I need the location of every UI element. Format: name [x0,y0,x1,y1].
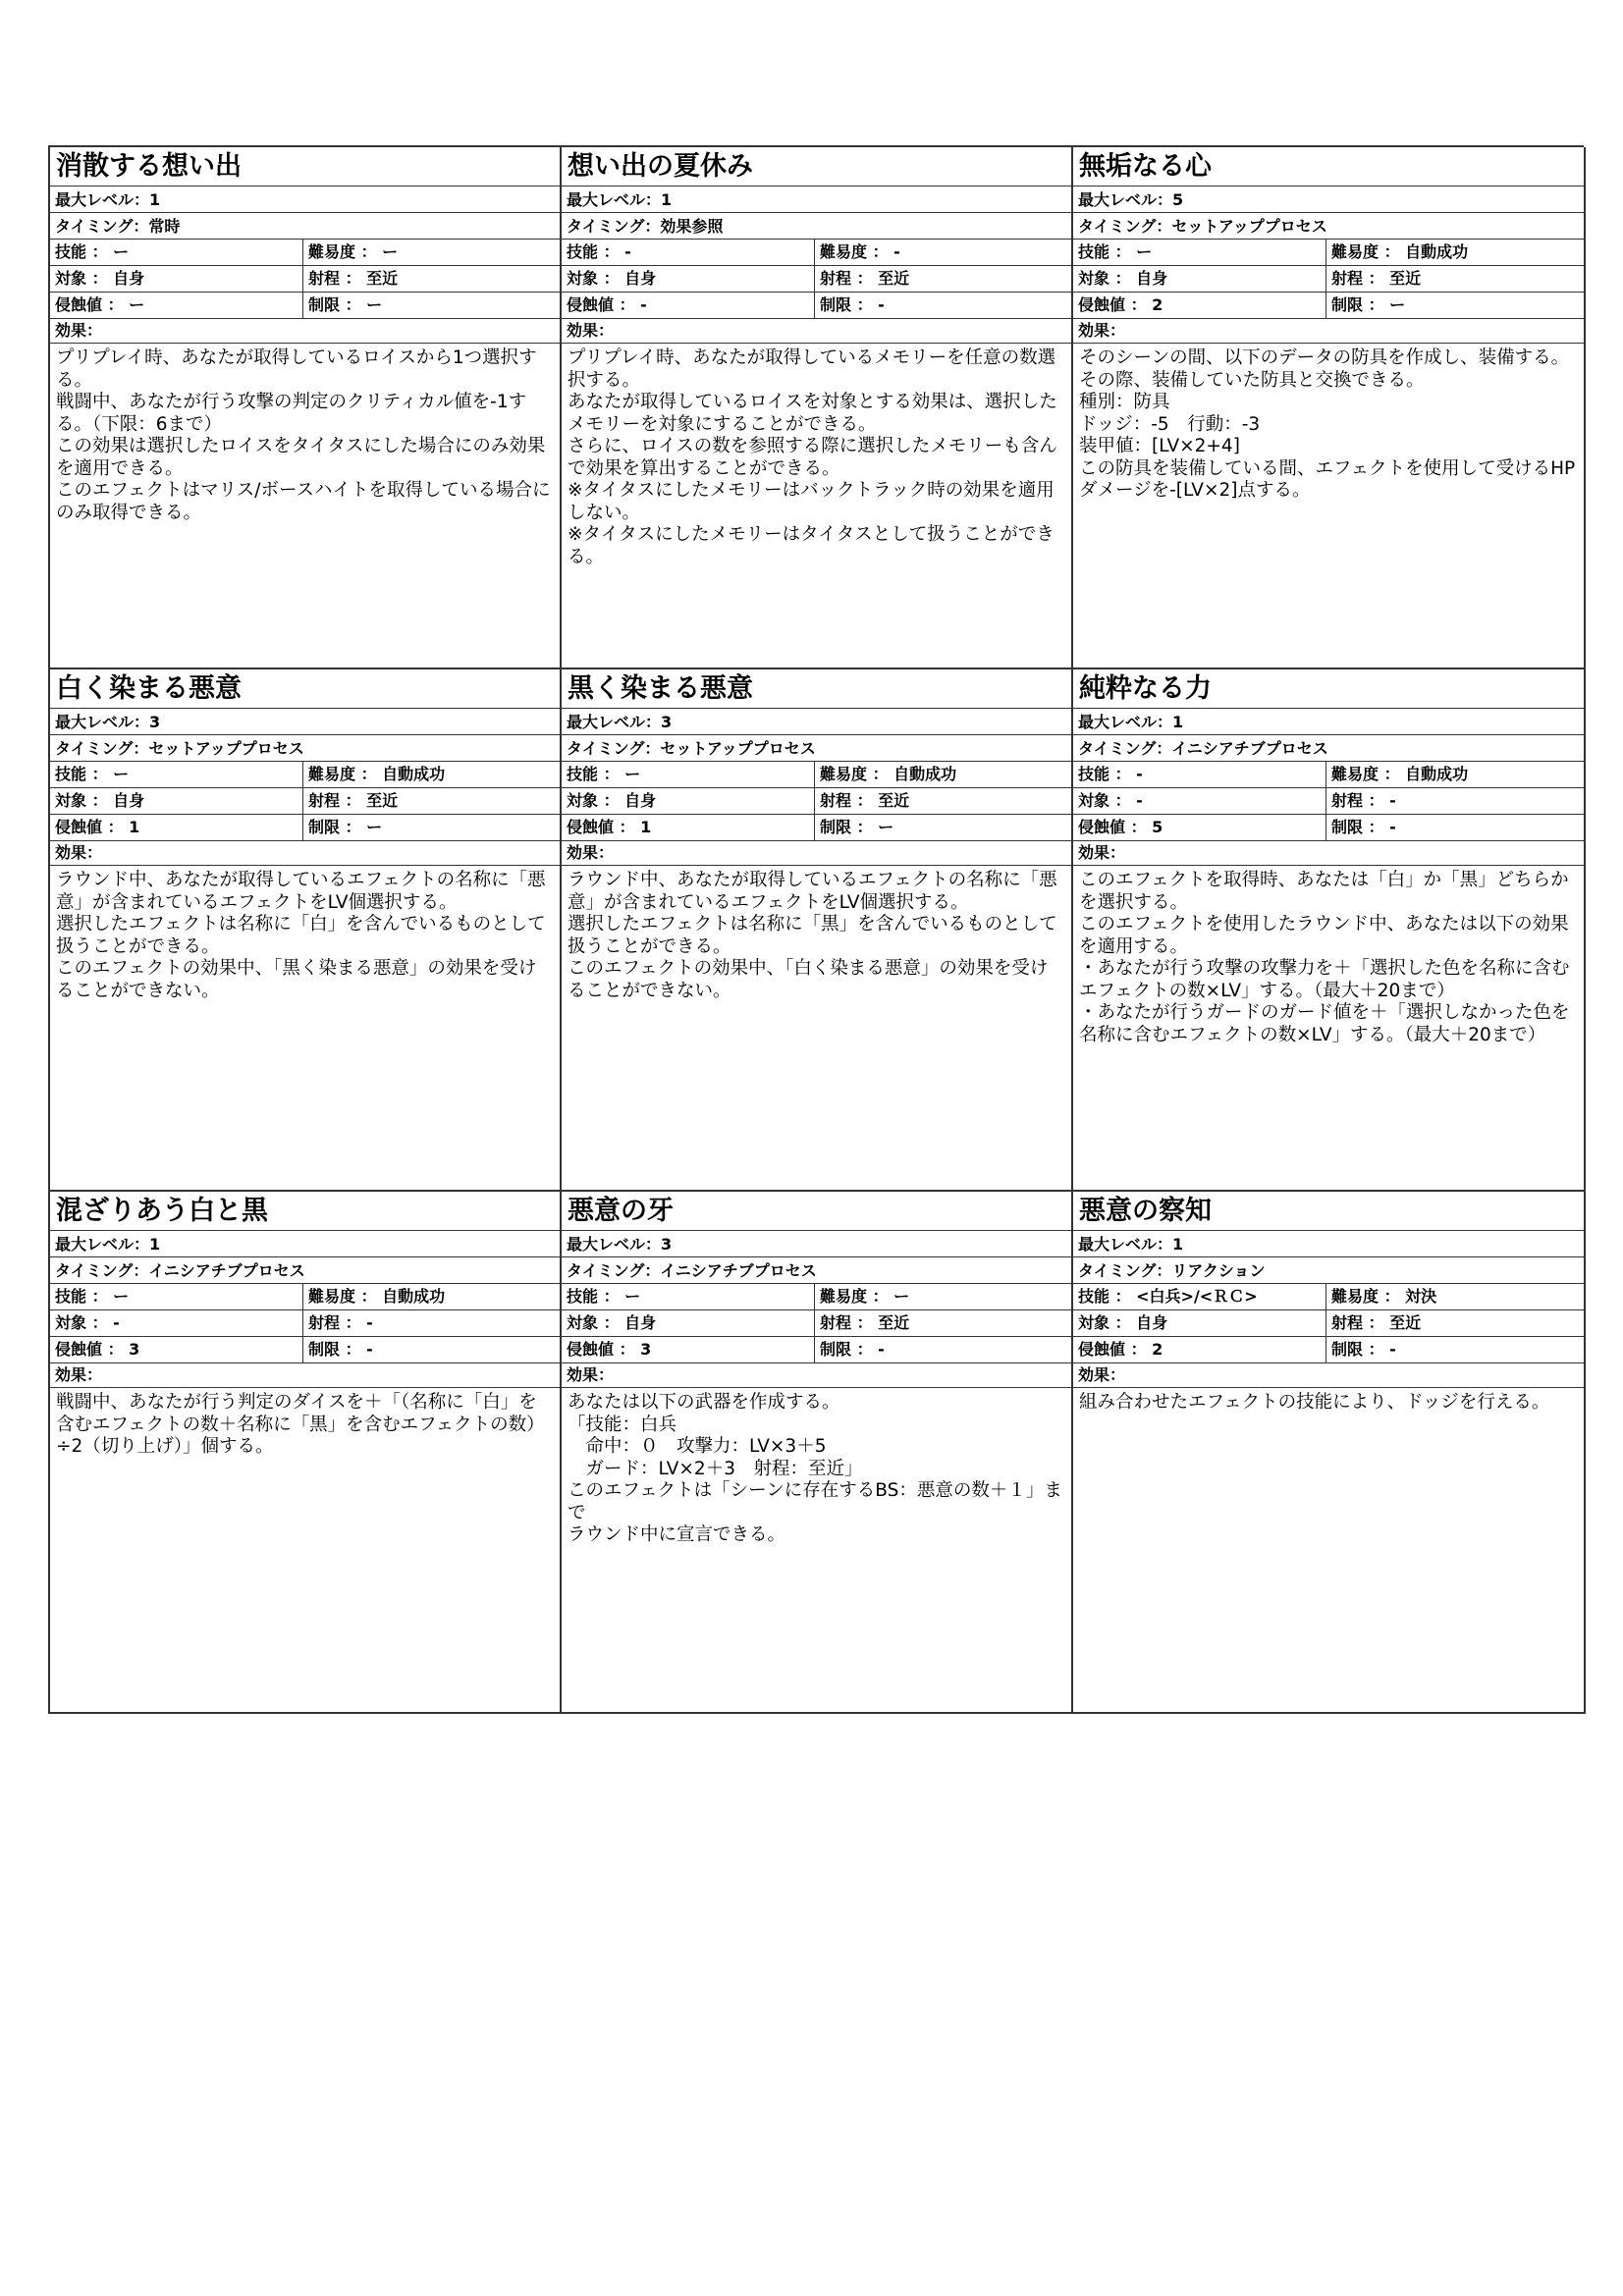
difficulty: 難易度 ： 自動成功 [820,765,957,783]
target-range-row [562,266,1071,293]
effect-label: 効果： [562,841,1071,866]
target: 対象 ： - [1073,788,1326,814]
effect-card [50,147,562,669]
effect-description: そのシーンの間、以下のデータの防具を作成し、装備する。その際、装備していた防具と交換できる。 種別：防具 ドッジ：-5 行動：-3 装甲値：[LV×2+4] この防具を装備している間、エフェクトを使用して受けるHPダメージを-[LV×2]点する。 [1079,347,1576,501]
target: 対象 ： 自身 [562,1310,815,1336]
difficulty: 難易度 ： 自動成功 [1331,242,1469,261]
effect-card-sheet [48,145,1584,1714]
skill: 技能 ： ー [562,1284,815,1309]
skill-difficulty-row [562,762,1071,788]
erosion-limit-row [50,815,560,841]
timing: タイミング：常時 [50,213,560,240]
target: 対象 ： 自身 [50,266,303,292]
erosion-limit-row [1073,815,1584,841]
skill-difficulty-row [50,762,560,788]
max-level: 最大レベル：5 [1073,187,1584,213]
limit: 制限 ： - [820,1340,885,1359]
timing: タイミング：セットアッププロセス [1073,213,1584,240]
effect-label: 効果： [50,319,560,344]
skill: 技能 ： - [562,240,815,265]
erosion-limit-row [562,293,1071,319]
erosion-limit-row [50,293,560,319]
range: 射程 ： - [308,1313,373,1332]
effect-label: 効果： [50,841,560,866]
effect-name: 混ざりあう白と黒 [50,1192,560,1231]
max-level: 最大レベル：1 [562,187,1071,213]
limit: 制限 ： ー [308,818,383,836]
skill-difficulty-row [50,1284,560,1310]
timing: タイミング：セットアッププロセス [562,735,1071,762]
effect-card [562,669,1073,1192]
target: 対象 ： 自身 [50,788,303,814]
target: 対象 ： 自身 [1073,266,1326,292]
skill: 技能 ： ー [50,1284,303,1309]
target-range-row [50,1310,560,1337]
target-range-row [562,1310,1071,1337]
skill: 技能 ： ー [50,240,303,265]
effect-name: 悪意の牙 [562,1192,1071,1231]
difficulty: 難易度 ： - [820,242,900,261]
effect-description: このエフェクトを取得時、あなたは「白」か「黒」どちらかを選択する。 このエフェクトを使用したラウンド中、あなたは以下の効果を適用する。 ・あなたが行う攻撃の攻撃力を＋「選択した色を名称に含むエフェクトの数×LV」する。（最大＋20まで） ・あなたが行うガードのガード値を＋「選択しなかった色を名称に含むエフェクトの数×LV」する。（最大＋20まで） [1079,870,1570,1045]
max-level: 最大レベル：3 [50,709,560,735]
effect-card [50,1192,562,1714]
skill-difficulty-row [562,1284,1071,1310]
effect-description: 組み合わせたエフェクトの技能により、ドッジを行える。 [1079,1392,1550,1413]
target-range-row [50,788,560,815]
limit: 制限 ： - [820,295,885,314]
skill: 技能 ： ー [50,762,303,787]
skill-difficulty-row [50,240,560,266]
erosion: 侵蝕値 ： 2 [1073,293,1326,318]
effect-name: 消散する想い出 [50,147,560,187]
timing: タイミング：セットアッププロセス [50,735,560,762]
effect-label: 効果： [1073,1363,1584,1388]
timing: タイミング：リアクション [1073,1257,1584,1284]
erosion: 侵蝕値 ： 1 [50,815,303,840]
skill-difficulty-row [1073,240,1584,266]
effect-card [50,669,562,1192]
target-range-row [562,788,1071,815]
target-range-row [1073,1310,1584,1337]
skill: 技能 ： <白兵>/<ＲＣ> [1073,1284,1326,1309]
erosion-limit-row [562,1337,1071,1363]
effect-card [1073,669,1586,1192]
effect-description: ラウンド中、あなたが取得しているエフェクトの名称に「悪意」が含まれているエフェクトをLV個選択する。 選択したエフェクトは名称に「白」を含んでいるものとして扱うことができる。 このエフェクトの効果中、「黒く染まる悪意」の効果を受けることができない。 [56,870,546,1001]
range: 射程 ： 至近 [308,791,399,810]
erosion: 侵蝕値 ： 3 [562,1337,815,1362]
max-level: 最大レベル：1 [1073,709,1584,735]
limit: 制限 ： - [1331,818,1396,836]
limit: 制限 ： - [1331,1340,1396,1359]
effect-label: 効果： [562,319,1071,344]
range: 射程 ： - [1331,791,1396,810]
target: 対象 ： 自身 [1073,1310,1326,1336]
effect-name: 黒く染まる悪意 [562,669,1071,709]
difficulty: 難易度 ： 対決 [1331,1287,1437,1306]
effect-label: 効果： [1073,841,1584,866]
range: 射程 ： 至近 [1331,1313,1422,1332]
effect-description: 戦闘中、あなたが行う判定のダイスを＋「（名称に「白」を含むエフェクトの数＋名称に「黒」を含むエフェクトの数）÷2（切り上げ）」個する。 [56,1392,545,1457]
effect-name: 純粋なる力 [1073,669,1584,709]
target-range-row [50,266,560,293]
limit: 制限 ： - [308,1340,373,1359]
target-range-row [1073,788,1584,815]
erosion: 侵蝕値 ： 3 [50,1337,303,1362]
difficulty: 難易度 ： 自動成功 [1331,765,1469,783]
effect-name: 悪意の察知 [1073,1192,1584,1231]
effect-name: 白く染まる悪意 [50,669,560,709]
erosion-limit-row [562,815,1071,841]
skill: 技能 ： ー [562,762,815,787]
effect-description: ラウンド中、あなたが取得しているエフェクトの名称に「悪意」が含まれているエフェクトをLV個選択する。 選択したエフェクトは名称に「黒」を含んでいるものとして扱うことができる。 このエフェクトの効果中、「白く染まる悪意」の効果を受けることができない。 [568,870,1057,1001]
effect-label: 効果： [50,1363,560,1388]
difficulty: 難易度 ： ー [308,242,399,261]
erosion: 侵蝕値 ： - [562,293,815,318]
range: 射程 ： 至近 [820,1313,910,1332]
erosion: 侵蝕値 ： 5 [1073,815,1326,840]
effect-description: あなたは以下の武器を作成する。 「技能：白兵 命中：０ 攻撃力：LV×3＋5 ガード：LV×2＋3 射程：至近」 このエフェクトは「シーンに存在するBS：悪意の数＋１」まで ラウンド中に宣言できる。 [568,1392,1062,1545]
limit: 制限 ： ー [308,295,383,314]
erosion-limit-row [50,1337,560,1363]
max-level: 最大レベル：1 [50,187,560,213]
target: 対象 ： 自身 [562,788,815,814]
timing: タイミング：イニシアチブプロセス [50,1257,560,1284]
skill: 技能 ： ー [1073,240,1326,265]
skill-difficulty-row [1073,1284,1584,1310]
target: 対象 ： 自身 [562,266,815,292]
max-level: 最大レベル：1 [1073,1231,1584,1257]
max-level: 最大レベル：3 [562,709,1071,735]
skill: 技能 ： - [1073,762,1326,787]
erosion-limit-row [1073,293,1584,319]
erosion: 侵蝕値 ： 1 [562,815,815,840]
target-range-row [1073,266,1584,293]
effect-description: プリプレイ時、あなたが取得しているロイスから1つ選択する。 戦闘中、あなたが行う攻撃の判定のクリティカル値を-1する。（下限：6まで） この効果は選択したロイスをタイタスにした場合にのみ効果を適用できる。 このエフェクトはマリス/ボースハイトを取得している場合にのみ取得できる。 [56,347,551,523]
range: 射程 ： 至近 [308,269,399,288]
effect-label: 効果： [562,1363,1071,1388]
skill-difficulty-row [1073,762,1584,788]
effect-label: 効果： [1073,319,1584,344]
target: 対象 ： - [50,1310,303,1336]
range: 射程 ： 至近 [1331,269,1422,288]
erosion: 侵蝕値 ： ー [50,293,303,318]
range: 射程 ： 至近 [820,269,910,288]
effect-name: 想い出の夏休み [562,147,1071,187]
skill-difficulty-row [562,240,1071,266]
effect-card [1073,1192,1586,1714]
effect-name: 無垢なる心 [1073,147,1584,187]
timing: タイミング：効果参照 [562,213,1071,240]
limit: 制限 ： ー [1331,295,1406,314]
range: 射程 ： 至近 [820,791,910,810]
effect-card [1073,147,1586,669]
timing: タイミング：イニシアチブプロセス [1073,735,1584,762]
effect-description: プリプレイ時、あなたが取得しているメモリーを任意の数選択する。 あなたが取得しているロイスを対象とする効果は、選択したメモリーを対象にすることができる。 さらに、ロイスの数を参照する際に選択したメモリーも含んで効果を算出することができる。 ※タイタスにしたメモリーはバックトラック時の効果を適用しない。 ※タイタスにしたメモリーはタイタスとして扱うことができる。 [568,347,1057,567]
effect-card [562,1192,1073,1714]
difficulty: 難易度 ： ー [820,1287,910,1306]
max-level: 最大レベル：3 [562,1231,1071,1257]
erosion-limit-row [1073,1337,1584,1363]
max-level: 最大レベル：1 [50,1231,560,1257]
limit: 制限 ： ー [820,818,894,836]
effect-card [562,147,1073,669]
timing: タイミング：イニシアチブプロセス [562,1257,1071,1284]
difficulty: 難易度 ： 自動成功 [308,1287,446,1306]
difficulty: 難易度 ： 自動成功 [308,765,446,783]
erosion: 侵蝕値 ： 2 [1073,1337,1326,1362]
